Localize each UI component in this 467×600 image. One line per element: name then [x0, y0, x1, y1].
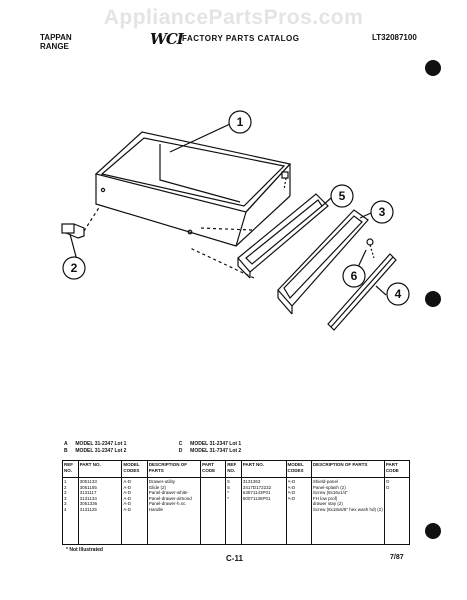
col-header-model-codes: MODEL CODES — [286, 461, 311, 478]
cell-value: A-D — [287, 495, 296, 501]
drawer-panel-part — [278, 210, 368, 314]
col-header-part-no: PART NO. — [78, 461, 122, 478]
brand-line-2: RANGE — [40, 42, 69, 51]
handle-part — [328, 254, 396, 330]
catalog-title: FACTORY PARTS CATALOG — [182, 34, 300, 43]
cell-value: A-D — [123, 501, 132, 506]
col-header-part-code: PART CODE — [384, 461, 409, 478]
cell-value: A-D — [123, 495, 132, 501]
col-header-description: DESCRIPTION OF PARTS — [147, 461, 200, 478]
cell-value: 3131117 — [79, 490, 97, 495]
watermark: AppliancePartsPros.com — [103, 6, 364, 29]
model-codes-column — [122, 478, 147, 545]
col-header-part-no: PART NO. — [241, 461, 286, 478]
description-column — [147, 478, 200, 545]
brand-line-1: TAPPAN — [40, 33, 72, 42]
table-row — [63, 478, 410, 545]
cell-value: 3131363 — [242, 479, 261, 484]
legend-value: MODEL 31-2347 Lot 1 — [190, 441, 242, 447]
table-header-row — [63, 461, 410, 478]
cell-value: 63571143P01 — [242, 490, 271, 495]
cell-value: Panel-splash (2) — [312, 484, 346, 490]
cell-value: 3131134 — [79, 495, 97, 501]
part-no-column — [78, 478, 122, 545]
cell-value: A-D — [287, 484, 296, 490]
cell-value: Handle — [148, 506, 164, 512]
model-legend — [64, 441, 292, 455]
binder-hole-middle — [425, 291, 441, 307]
description-column — [311, 478, 384, 545]
cell-value: 5 — [227, 484, 230, 490]
page-number: C-11 — [226, 554, 243, 563]
brand-block — [40, 33, 72, 51]
part-code-column — [201, 478, 226, 545]
cell-value: Panel-drawer-almond — [148, 495, 192, 501]
legend-value: MODEL 31-2347 Lot 2 — [75, 448, 127, 454]
cell-value: A-D — [123, 479, 132, 484]
cell-value: 3051336 — [79, 501, 98, 506]
cell-value: A-D — [287, 490, 296, 495]
binder-hole-bottom — [425, 523, 441, 539]
cell-value: 3051165 — [79, 484, 97, 490]
part-code-column — [384, 478, 409, 545]
cell-value: * — [227, 490, 229, 495]
cell-value: A-D — [123, 506, 132, 512]
col-header-description: DESCRIPTION OF PARTS — [311, 461, 384, 478]
cell-value: Drawer-utility — [148, 479, 176, 484]
cell-value: A-D — [123, 484, 132, 490]
cell-value: Screw (8x16x1/4" — [312, 490, 349, 495]
ref-column — [226, 478, 242, 545]
cell-value: FH low prof) — [312, 495, 338, 501]
screw-handle-part — [367, 239, 373, 245]
cell-value: Panel-drawer-h.sc. — [148, 501, 187, 506]
cell-value: A-D — [123, 490, 132, 495]
drawer-part — [96, 132, 290, 246]
legend-row — [64, 448, 292, 455]
col-header-part-code: PART CODE — [201, 461, 226, 478]
glide-part — [62, 224, 84, 238]
cell-value: Glide (2) — [148, 484, 167, 490]
wci-logo: WCI — [150, 30, 183, 48]
callout-label-5: 5 — [338, 189, 346, 203]
cell-value: 5 — [227, 479, 230, 484]
cell-value: O — [385, 479, 390, 484]
callout-label-4: 4 — [394, 287, 402, 301]
ref-column — [63, 478, 79, 545]
callout-label-1: 1 — [236, 115, 244, 129]
cell-value: drawer stay (2) — [312, 501, 343, 506]
legend-value: MODEL 31-7347 Lot 2 — [190, 448, 242, 454]
col-header-model-codes: MODEL CODES — [122, 461, 147, 478]
legend-key: D — [178, 448, 183, 454]
cell-value: Shield-panel — [312, 479, 338, 484]
callout-label-6: 6 — [350, 269, 358, 283]
col-header-ref: REF NO. — [226, 461, 242, 478]
cell-value: 3 — [64, 495, 67, 501]
model-codes-column — [286, 478, 311, 545]
cell-value: 3051133 — [79, 479, 97, 484]
cell-value: 4 — [64, 506, 67, 512]
legend-key: A — [64, 441, 68, 447]
cell-value: 3131125 — [79, 506, 97, 512]
col-header-ref: REF NO. — [63, 461, 79, 478]
document-number: LT32087100 — [372, 33, 417, 42]
screw-top-part — [282, 172, 288, 178]
cell-value: Screw (8x18x5/8" hex wash hd) (2) — [312, 506, 383, 512]
parts-table — [62, 460, 410, 545]
cell-value: 2 — [64, 484, 67, 490]
legend-value: MODEL 31-2347 Lot 1 — [75, 441, 127, 447]
callout-label-3: 3 — [378, 205, 386, 219]
exploded-parts-diagram — [40, 100, 420, 340]
part-no-column — [241, 478, 286, 545]
footnote: * Not Illustrated — [66, 547, 103, 553]
cell-value: 3 — [64, 501, 67, 506]
callout-label-2: 2 — [70, 261, 78, 275]
cell-value: 3417D172232 — [242, 484, 272, 490]
legend-key: B — [64, 448, 68, 454]
cell-value: 1 — [64, 479, 67, 484]
cell-value: * — [227, 495, 229, 501]
cell-value: 3 — [64, 490, 67, 495]
legend-key: C — [178, 441, 183, 447]
cell-value: A-D — [287, 479, 296, 484]
page-date: 7/87 — [390, 554, 404, 561]
cell-value: O — [385, 484, 390, 490]
cell-value: 50071136P01 — [242, 495, 271, 501]
cell-value: Panel-drawer-white — [148, 490, 188, 495]
legend-row — [64, 441, 292, 448]
binder-hole-top — [425, 60, 441, 76]
